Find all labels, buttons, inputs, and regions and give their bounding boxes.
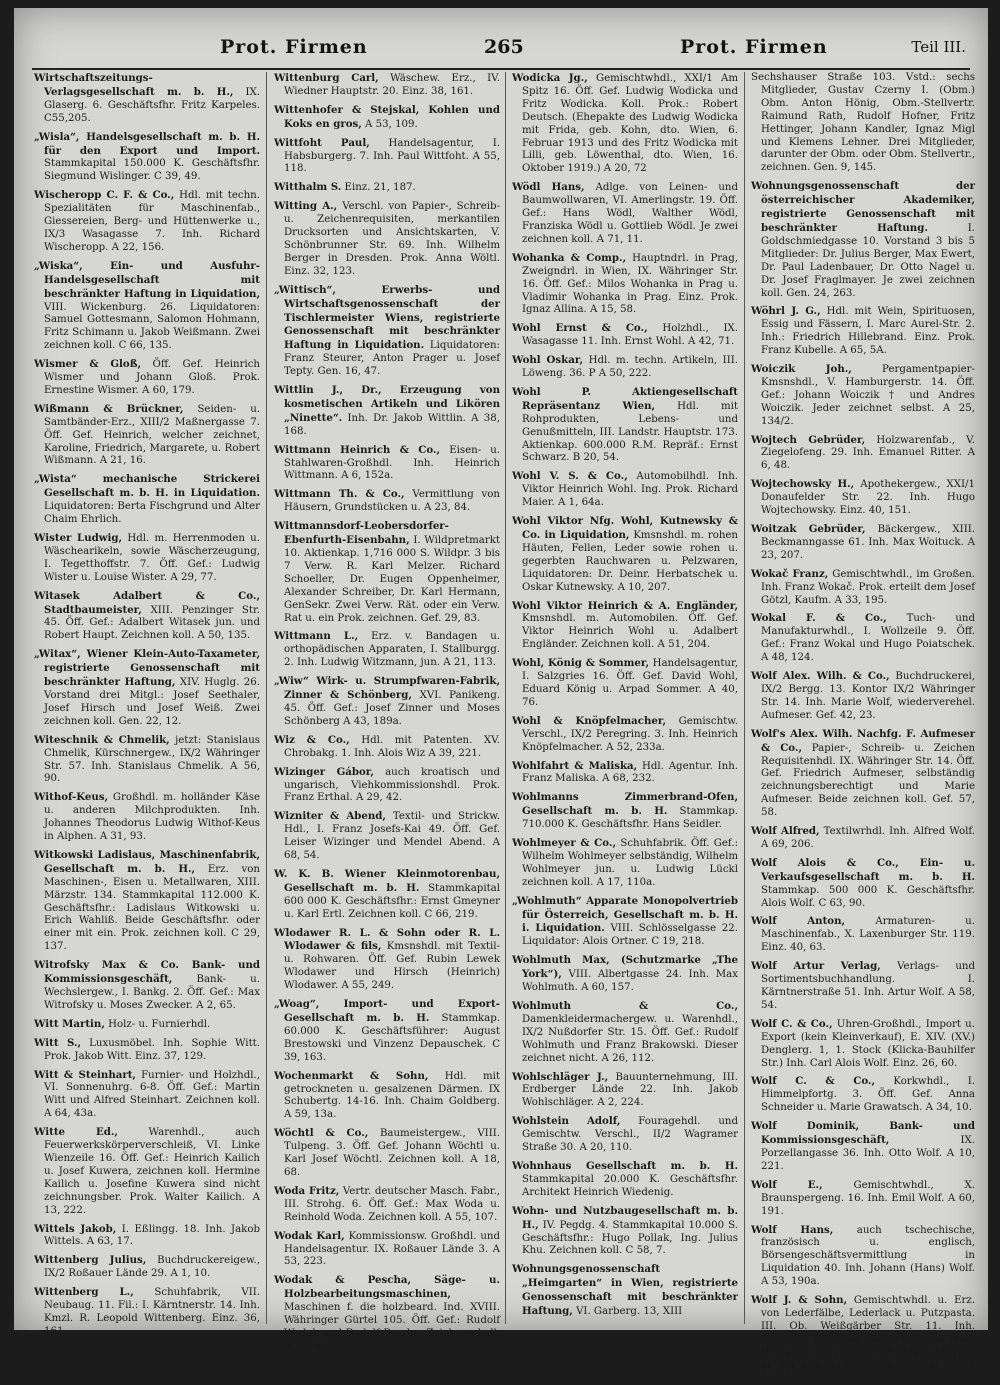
firm-details: I. Goldschmiedgasse 10. Vorstand 3 bis 5 Mitglieder: Dr. Julius Berger, Max Ewert, Dr. Paul Ladenbauer, Dr. Otto Nagel u. Dr. Josef Fraglmayer. Je zwei zeichnen koll. Gen. 24, 263. xyxy=(761,222,975,299)
directory-entry xyxy=(512,322,738,349)
directory-entry xyxy=(751,960,975,1013)
directory-entry xyxy=(34,189,260,255)
firm-name: „Wohlmuth“ Apparate Monopolvertrieb für Österreich, Gesellschaft m. b. H. i. Liquidation. xyxy=(512,894,738,935)
firm-name: Wittels Jakob, xyxy=(34,1222,117,1235)
firm-name: Wolf Anton, xyxy=(751,915,846,928)
firm-details: Hdl. mit techn. Spezialitäten für Maschinenfab., Giessereien, Berg- und Hüttenwerke u., IX/3 Wasagasse 7. Inh. Richard Wischeropp. A 22, 156. xyxy=(44,190,260,253)
directory-entry xyxy=(512,895,738,950)
directory-entry xyxy=(751,1018,975,1071)
firm-name: Wolf J. & Sohn, xyxy=(751,1294,848,1307)
firm-name: Wolf E., xyxy=(751,1178,823,1191)
firm-details: auch kroatisch und ungarisch, Viehkommissionshdl. Prok. Franz Erthal. A 29, 42. xyxy=(284,766,500,804)
directory-entry xyxy=(274,1274,500,1353)
directory-entry xyxy=(512,791,738,832)
firm-name: Wohnhaus Gesellschaft m. b. H. xyxy=(512,1159,738,1172)
firm-name: Wohl & Knöpfelmacher, xyxy=(512,714,667,727)
directory-entry xyxy=(34,1254,260,1281)
firm-name: Wittenburg Carl, xyxy=(274,72,379,84)
directory-entry xyxy=(512,470,738,510)
firm-details: Öff. Gef. Heinrich Wismer und Johann Gloß. Prok. Ernestine Wismer. A 60, 179. xyxy=(44,359,260,396)
firm-details: Bank- u. Wechslergew., I. Bankg. 2. Öff. Gef.: Max Witrofsky u. Moses Zwecker. A 2, 65. xyxy=(44,974,260,1011)
firm-name: Witasek Adalbert & Co., Stadtbaumeister, xyxy=(34,589,260,616)
firm-name: Wojtechowsky H., xyxy=(751,478,855,491)
directory-entry xyxy=(34,849,260,954)
directory-entry xyxy=(34,734,260,787)
directory-entry xyxy=(34,1069,260,1122)
firm-name: Wohlschläger J., xyxy=(512,1070,609,1083)
firm-details: Stammkapital 600 000 K. Geschäftsfhr.: Ernst Gmeyner u. Karl Ertl. Zeichnen koll. C 66, 219. xyxy=(284,882,500,920)
firm-details: Kmsnshdl. m. rohen Häuten, Fellen, Leder sowie rohen u. gegerbten Rauchwaren u. Pelzwaren, Liquidatoren: Dr. Deinr. Herbatschek u. Oskar Kutnewsky. A 10, 207. xyxy=(522,530,738,593)
firm-name: Wittfoht Paul, xyxy=(274,136,370,149)
directory-entry xyxy=(274,137,500,177)
firm-name: Wohlmeyer & Co., xyxy=(512,837,617,850)
directory-entry xyxy=(274,200,500,278)
directory-entry xyxy=(512,1160,738,1200)
firm-details: VIII. Wickenburg. 26. Liquidatoren: Samuel Gottesmann, Salomon Hohmann, Fritz Schimann u. Jakob Weißmann. Zwei zeichnen koll. C 66, 135. xyxy=(44,301,260,352)
firm-name: Wirtschaftszeitungs-Verlagsgesellschaft m. b. H., xyxy=(34,72,234,98)
directory-entry xyxy=(751,180,975,300)
directory-entry xyxy=(751,915,975,955)
firm-details: Gemischtwhdl., im Großen. Inh. Franz Wokač. Prok. erteilt dem Josef Götzl, Kaufm. A 33, 195. xyxy=(761,568,975,606)
directory-entry xyxy=(512,354,738,381)
firm-name: Witrofsky Max & Co. Bank- und Kommissionsgeschäft, xyxy=(34,959,260,986)
firm-details: Hdl. Agentur. Inh. Franz Maliska. A 68, 232. xyxy=(522,760,739,785)
firm-details: Stammkap. 710.000 K. Geschäftsfhr. Hans Seidler. xyxy=(522,806,738,831)
firm-name: Woitzak Gebrüder, xyxy=(751,523,866,535)
firm-details: Vertr. deutscher Masch. Fabr., III. Strohg. 6. Öff. Gef.: Max Woda u. Reinhold Woda. Zeichnen koll. A 55, 107. xyxy=(284,1185,500,1223)
directory-entry xyxy=(512,252,738,318)
firm-details: XIII. Penzinger Str. 45. Öff. Gef.: Adalbert Witasek jun. und Robert Haupt. Zeichnen koll. A 50, 135. xyxy=(44,604,260,642)
firm-name: Wolf C. & Co., xyxy=(751,1075,876,1088)
firm-details: Baumeistergew., VIII. Tulpeng. 3. Öff. Gef. Johann Wöchtl u. Karl Josef Wöchtl. Zeichnen koll. A 18, 68. xyxy=(284,1128,500,1178)
directory-entry xyxy=(274,284,500,379)
directory-entry xyxy=(751,670,975,723)
firm-name: Wiz & Co., xyxy=(274,733,350,746)
firm-details: Korkwhdl., I. Himmelpfortg. 3. Öff. Gef. Anna Schneider u. Marie Grawatsch. A 34, 10. xyxy=(761,1076,975,1114)
firm-name: Wittmann Heinrich & Co., xyxy=(274,443,441,456)
firm-details: Handelsagentur, I. Habsburgerg. 7. Inh. Paul Wittfoht. A 55, 118. xyxy=(284,137,500,175)
firm-name: Wister Ludwig, xyxy=(34,532,123,544)
column-3 xyxy=(512,72,738,1324)
directory-entry xyxy=(274,444,500,484)
firm-details: Maschinen f. die holzbeard. Ind. XVIII. Währinger Gürtel 105. Öff. Gef.: Rudolf Wodak und Rudolf Pescha. Zeichnen koll. A 20, 42. xyxy=(284,1302,500,1352)
firm-name: Wödl Hans, xyxy=(512,181,585,194)
directory-entry xyxy=(274,810,500,863)
firm-name: Witte Ed., xyxy=(34,1126,118,1139)
directory-page xyxy=(14,8,988,1384)
firm-name: Wohl P. Aktiengesellschaft Repräsentanz Wien, xyxy=(512,385,738,412)
directory-entry xyxy=(751,1120,975,1174)
directory-entry xyxy=(34,358,260,398)
firm-details: Uhren-Großhdl., Import u. Export (kein Kleinverkauf), E. XIV. (XV.) Denglerg. 1, 1. Stock (Klicka-Bauhilfer Str.) Inh. Carl Alois Wolf. Einz. 26, 60. xyxy=(761,1018,975,1069)
firm-name: Wittenhofer & Stejskal, Kohlen und Koks en gros, xyxy=(274,103,500,130)
firm-details: Holzhdl., IX. Wasagasse 11. Inh. Ernst Wohl. A 42, 71. xyxy=(522,323,738,348)
directory-entry xyxy=(512,515,738,594)
firm-details: Holzwarenfab., V. Ziegelofeng. 29. Inh. Emanuel Ritter. A 6, 48. xyxy=(761,434,975,472)
firm-details: Erz. von Maschinen-, Eisen u. Metallwaren, XIII. Märzstr. 134. Stammkapital 112.000 K. Geschäftsfhr.: Ladislaus Witkowski u. Erich Wahliß. Beide Geschäftsfhr. oder einer mit ein. Prok. zeichnen koll. C 29, 137. xyxy=(44,863,260,953)
directory-entry xyxy=(512,1205,738,1259)
firm-name: Wohlfahrt & Maliska, xyxy=(512,759,638,772)
firm-details: A 53, 109. xyxy=(365,118,418,130)
firm-name: Wohnungsgenossenschaft der österreichischer Akademiker, registrierte Genossenschaft mit beschränkter Haftung. xyxy=(751,180,975,234)
directory-entry xyxy=(751,434,975,474)
directory-entry xyxy=(274,1127,500,1180)
firm-details: Schuhfabrik, VII. Neubaug. 11. Fil.: I. Kärntnerstr. 14. Inh. Kmzl. R. Leopold Wittenberg. Einz. 36, 161. xyxy=(44,1287,260,1337)
firm-details: jetzt: Stanislaus Chmelik, Kürschnergew., IX/2 Währinger Str. 57. Inh. Stanislaus Chmelik. A 56, 90. xyxy=(44,734,260,785)
firm-details: Stammkap. 60.000 K. Geschäftsführer: August Brestowski und Vinzenz Depauschek. C 39, 163. xyxy=(284,1013,500,1063)
firm-details: Hdl. m. techn. Artikeln, III. Löweng. 36. P A 50, 222. xyxy=(522,355,738,380)
firm-details: Einz. 21, 187. xyxy=(344,182,416,194)
page-number: 265 xyxy=(484,36,524,58)
firm-name: Wizinger Gábor, xyxy=(274,765,374,778)
firm-name: Wohlmuth & Co., xyxy=(512,1000,738,1012)
firm-details: Textil- und Strickw. Hdl., I. Franz Josefs-Kai 49. Öff. Gef. Leiser Wizinger und Mendel Abend. A 68, 54. xyxy=(284,811,500,862)
directory-entry xyxy=(274,998,500,1065)
directory-entry xyxy=(751,478,975,518)
firm-details: Gemischtwhdl. u. Erz. von Lederfälbe, Lederlack u. Putzpasta. III. Ob. Weißgärber Str. 11. Inh. Siegfried Reginald Wolf. Prok. Ida Wolf. (Ehepakte des Siegfried Reginald Wolf m. Ida, geb. Südfeld, dto. 23. Mai 1898.) A 8, 32. xyxy=(761,1295,975,1384)
firm-details: Stammkapital 20.000 K. Geschäftsfhr. Architekt Heinrich Wiedenig. xyxy=(522,1173,738,1198)
firm-name: Witt & Steinhart, xyxy=(34,1068,136,1081)
directory-entry xyxy=(34,1126,260,1217)
firm-name: Wolf Artur Verlag, xyxy=(751,960,881,973)
firm-name: Wohlstein Adolf, xyxy=(512,1115,621,1128)
directory-entry xyxy=(274,1185,500,1225)
directory-entry xyxy=(274,181,500,195)
firm-details: Inh. Dr. Jakob Wittlin. A 38, 168. xyxy=(284,412,500,437)
firm-details: Hauptndrl. in Prag, Zweigndrl. in Wien, IX. Währinger Str. 16. Öff. Gef.: Milos Wohanka in Prag u. Vladimir Wohanka in Prag. Einz. Prok. Ignaz Allina. A 15, 58. xyxy=(522,252,739,316)
directory-entry xyxy=(512,181,738,247)
directory-entry xyxy=(274,104,500,132)
column-2 xyxy=(274,72,501,1352)
firm-details: Buchdruckereigew., IX/2 Roßauer Lände 29. A 1, 10. xyxy=(44,1255,260,1280)
firm-name: „Woag“, Import- und Export-Gesellschaft m. b. H. xyxy=(274,998,500,1024)
firm-name: Wodicka Jg., xyxy=(512,72,588,84)
firm-name: Wlodawer R. L. & Sohn oder R. L. Wlodawer & fils, xyxy=(274,926,500,953)
firm-details: Holz- u. Furnierhdl. xyxy=(108,1018,211,1030)
directory-entry xyxy=(274,1230,500,1270)
directory-entry xyxy=(34,1223,260,1250)
firm-details: XIV. Huglg. 26. Vorstand drei Mitgl.: Josef Seethaler, Josef Hirsch und Josef Weiß. Zwei zeichnen koll. Gen. 22, 12. xyxy=(44,677,260,727)
directory-entry xyxy=(274,72,500,99)
directory-entry xyxy=(274,488,500,515)
directory-entry xyxy=(34,473,260,527)
firm-name: Wittmann Th. & Co., xyxy=(274,488,405,501)
directory-entry xyxy=(274,868,500,922)
firm-name: Wohl Viktor Heinrich & A. Engländer, xyxy=(512,599,738,612)
firm-name: Witt Martin, xyxy=(34,1017,105,1030)
column-1 xyxy=(34,72,260,1337)
directory-entry xyxy=(512,1263,738,1319)
part-label: Teil III. xyxy=(911,38,966,56)
directory-entry xyxy=(274,384,500,439)
directory-entry xyxy=(512,72,738,176)
firm-name: Wodak Karl, xyxy=(274,1229,345,1242)
directory-entry xyxy=(751,825,975,852)
firm-name: Wohn- und Nutzbaugesellschaft m. b. H., xyxy=(512,1204,738,1231)
directory-entry xyxy=(274,927,500,994)
directory-entry xyxy=(34,791,260,844)
column-4 xyxy=(751,72,976,1384)
directory-entry xyxy=(274,1070,500,1123)
firm-details: Großhdl. m. holländer Käse u. anderen Milchprodukten. Inh. Johannes Theodorus Ludwig Withof-Keus in Alphen. A 31, 93. xyxy=(44,792,260,843)
firm-name: Wöchtl & Co., xyxy=(274,1127,369,1140)
firm-name: „Wista“ mechanische Strickerei Gesellschaft m. b. H. in Liquidation. xyxy=(34,473,260,500)
firm-name: Wohl Oskar, xyxy=(512,354,583,367)
firm-name: Witeschnik & Chmelik, xyxy=(34,733,170,746)
firm-details: IX. Porzellangasse 36. Inh. Otto Wolf. A 10, 221. xyxy=(761,1135,975,1172)
directory-entry xyxy=(751,72,975,175)
directory-entry xyxy=(751,523,975,563)
directory-entry xyxy=(34,1037,260,1064)
directory-entry xyxy=(751,1224,975,1290)
column-rule xyxy=(505,72,506,1324)
directory-entry xyxy=(751,728,975,820)
firm-name: „Wisla“, Handelsgesellschaft m. b. H. für den Export und Import. xyxy=(34,130,260,157)
firm-details: Schuhfabrik. Öff. Gef.: Wilhelm Wohlmeyer selbständig, Wilhelm Wohlmeyer jun. u. Ludwig Lückl zeichnen koll. A 17, 110a. xyxy=(522,838,738,888)
firm-details: Fouragehdl. und Gemischtw. Verschl., II/2 Wagramer Straße 30. A 20, 110. xyxy=(522,1116,738,1154)
directory-entry xyxy=(751,1075,975,1115)
firm-details: Bäckergew., XIII. Beckmanngasse 61. Inh. Max Woituck. A 23, 207. xyxy=(761,524,975,561)
firm-name: Witting A., xyxy=(274,200,338,213)
firm-details: Handelsagentur, I. Salzgries 16. Öff. Gef. David Wohl, Eduard König u. Arpad Sommer. A 40, 76. xyxy=(522,658,738,708)
directory-entry xyxy=(512,837,738,890)
directory-entry xyxy=(512,715,738,755)
directory-entry xyxy=(274,766,500,806)
firm-details: Hdl. m. Herrenmoden u. Wäschearikeln, sowie Wäscherzeugung, I. Tegetthoffstr. 7. Öff. Gef.: Ludwig Wister u. Louise Wister. A 29, 77. xyxy=(44,533,260,583)
firm-details: Adlge. von Leinen- und Baumwollwaren, VI. Amerlingstr. 19. Öff. Gef.: Hans Wödl, Walther Wödl, Franziska Wödl u. Gottlieb Wödl. Je zwei zeichnen koll. A 71, 11. xyxy=(522,182,738,245)
firm-name: Wismer & Gloß, xyxy=(34,358,142,371)
firm-details: Stammkapital 150.000 K. Geschäftsfhr. Siegmund Wislinger. C 39, 49. xyxy=(44,158,260,183)
firm-details: Tuch- und Manufakturwhdl., I. Wollzeile 9. Öff. Gef.: Franz Wokal und Hugo Poiatschek. A 48, 124. xyxy=(761,613,976,664)
firm-name: Wohl Ernst & Co., xyxy=(512,322,648,335)
directory-entry xyxy=(274,520,500,625)
firm-name: Wittenberg Julius, xyxy=(34,1254,147,1267)
firm-details: Stammkap. 500 000 K. Geschäftsfhr. Alois Wolf. C 63, 90. xyxy=(761,884,975,909)
firm-name: Witt S., xyxy=(34,1036,82,1049)
directory-entry xyxy=(512,600,738,653)
directory-entry xyxy=(751,1179,975,1219)
directory-entry xyxy=(512,954,738,995)
firm-name: Wischeropp C. F. & Co., xyxy=(34,189,175,202)
firm-name: W. K. B. Wiener Kleinmotorenbau, Gesellschaft m. b. H. xyxy=(274,867,500,894)
directory-entry xyxy=(512,386,738,465)
firm-name: Wohlmuth Max, (Schutzmarke „The York“), xyxy=(512,954,738,981)
directory-entry xyxy=(34,131,260,185)
firm-details: Furnier- und Holzhdl., VI. Sonnenuhrg. 6-8. Öff. Gef.: Martin Witt und Alfred Steinhart. Zeichnen koll. A 64, 43a. xyxy=(44,1069,260,1120)
firm-name: „Wiw“ Wirk- u. Strumpfwaren-Fabrik, Zinner & Schönberg, xyxy=(274,675,500,702)
firm-name: Wojtech Gebrüder, xyxy=(751,433,866,446)
firm-details: Kommissionsw. Großhdl. und Handelsagentur. IX. Roßauer Lände 3. A 53, 223. xyxy=(284,1230,500,1268)
firm-details: Gemischtw. Verschl., IX/2 Peregring. 3. Inh. Heinrich Knöpfelmacher. A 52, 233a. xyxy=(522,715,738,753)
firm-name: Wizniter & Abend, xyxy=(274,810,386,823)
firm-details: Liquidatoren: Berta Fischgrund und Alter Chaim Ehrlich. xyxy=(44,501,260,526)
firm-name: „Wittisch“, Erwerbs- und Wirtschaftsgenossenschaft der Tischlermeister Wiens, registrierte Genossenschaft mit beschränkter Haftung in Liquidation. xyxy=(274,283,500,352)
firm-details: Luxusmöbel. Inh. Sophie Witt. Prok. Jakob Witt. Einz. 37, 129. xyxy=(44,1037,260,1062)
firm-name: Wokač Franz, xyxy=(751,567,829,580)
directory-entry xyxy=(512,760,738,787)
firm-name: Wohanka & Comp., xyxy=(512,251,627,264)
directory-entry xyxy=(751,1294,975,1385)
firm-name: Wittlin J., Dr., Erzeugung von kosmetischen Artikeln und Likören „Ninette“. xyxy=(274,384,500,424)
firm-name: Wittenberg L., xyxy=(34,1286,134,1299)
firm-details: Hdl. mit Patenten. XV. Chrobakg. 1. Inh. Alois Wiz A 39, 221. xyxy=(284,734,500,759)
firm-name: Wöhrl J. G., xyxy=(751,305,821,318)
directory-entry xyxy=(34,532,260,585)
firm-details: Verlags- und Sortimentsbuchhandlung. I. Kärntnerstraße 51. Inh. Artur Wolf. A 58, 54. xyxy=(761,961,975,1011)
firm-name: Wohlmanns Zimmerbrand-Ofen, Gesellschaft m. b. H. xyxy=(512,791,738,818)
firm-details: Armaturen- u. Maschinenfab., X. Laxenburger Str. 119. Einz. 40, 63. xyxy=(761,916,975,954)
firm-details: Bauunternehmung, III. Erdberger Lände 22. Inh. Jakob Wohlschläger. A 2, 224. xyxy=(522,1071,738,1109)
directory-entry xyxy=(274,675,500,729)
firm-name: Wodak & Pescha, Säge- u. Holzbearbeitungsmaschinen, xyxy=(274,1274,500,1301)
firm-details: Warenhdl., auch Feuerwerkskörperverschleiß, VI. Linke Wienzeile 16. Öff. Gef.: Heinrich Kailich u. Josef Kuwera, zeichnen koll. Hermine Kailich u. Josefine Kuwera sind nicht zeichnungsber. Prok. Walter Kailich. A 13, 222. xyxy=(44,1127,260,1216)
firm-details: XVI. Panikeng. 45. Öff. Gef.: Josef Zinner und Moses Schönberg A 43, 189a. xyxy=(284,690,500,727)
firm-name: Woiczik Joh., xyxy=(751,363,852,376)
column-rule xyxy=(744,72,745,1324)
firm-details: Hdl. mit Rohprodukten, Lebens- und Genußmitteln, III. Landstr. Hauptstr. 173. Aktienkap. 600.000 R.M. Repräf.: Ernst Schwarz. B 20, 54. xyxy=(522,400,738,464)
running-head-left: Prot. Firmen xyxy=(220,36,368,58)
directory-entry xyxy=(751,568,975,608)
directory-entry xyxy=(274,630,500,670)
firm-name: Wolf Dominik, Bank- und Kommissionsgeschäft, xyxy=(751,1120,975,1147)
directory-entry xyxy=(34,1018,260,1032)
firm-name: Wißmann & Brückner, xyxy=(34,402,184,415)
firm-name: Wolf C. & Co., xyxy=(751,1017,833,1030)
firm-name: Wolf Hans, xyxy=(751,1223,834,1236)
firm-details: Papier-, Schreib- u. Zeichen Requisitenhdl. IX. Währinger Str. 14. Öff. Gef. Friedrich Aufmeser, selbständig zeichnungsberechtigt und Marie Aufmeser. Beide zeichnen koll. Gef. 57, 58. xyxy=(761,742,976,819)
firm-details: I. Wildpretmarkt 10. Aktienkap. 1,716 000 S. Wildpr. 3 bis 7 Verw. R. Karl Melzer. Richard Schoeller, Dr. Eugen Oppenheimer, Alexander Schreiber, Dr. Karl Hermann, GenSekr. Zwei Verw. Rät. oder ein Verw. Rat u. ein Prok. zeichnen. Gef. 29, 83. xyxy=(284,535,500,624)
firm-name: Wochenmarkt & Sohn, xyxy=(274,1069,429,1082)
directory-entry xyxy=(34,72,260,126)
firm-details: Gemischtwhdl., X. Braunspergeng. 16. Inh. Emil Wolf. A 60, 191. xyxy=(761,1179,975,1217)
firm-name: Wohl Viktor Nfg. Wohl, Kutnewsky & Co. in Liquidation, xyxy=(512,515,738,541)
firm-details: Erz. v. Bandagen u. orthopädischen Apparaten, I. Stallburgg. 2. Inh. Ludwig Witzmann, jun. A 21, 113. xyxy=(284,631,500,669)
directory-entry xyxy=(751,305,975,358)
firm-details: Eisen- u. Stahlwaren-Großhdl. Inh. Heinrich Wittmann. A 6, 152a. xyxy=(284,444,501,482)
firm-details: Gemischtwhdl., XXI/1 Am Spitz 16. Öff. Gef. Ludwig Wodicka und Fritz Wodicka. Koll. Prok.: Robert Deutsch. (Ehepakte des Ludwig Wodicka mit Frida, geb. Kohn, dto. Wien, 6. Februar 1913 und des Fritz Wodicka mit Lilli, geb. Löwenthal, dto. Wien, 16. Oktober 1919.) A 20, 72 xyxy=(522,73,738,175)
directory-entry xyxy=(751,363,975,429)
firm-details: Damenkleidermachergew. u. Warenhdl., IX/2 Nußdorfer Str. 15. Öff. Gef.: Rudolf Wohlmuth und Franz Brakowski. Dieser zeichnet nicht. A 26, 112. xyxy=(522,1013,738,1064)
firm-name: Wolf Alois & Co., Ein- u. Verkaufsgesellschaft m. b. H. xyxy=(751,856,975,883)
firm-details: Verschl. von Papier-, Schreib- u. Zeichenrequisiten, merkantilen Drucksorten und Ansichtskarten, V. Schönbrunner Str. 69. Inh. Wilhelm Berger in Dresden. Prok. Anna Wöltl. Einz. 32, 123. xyxy=(284,201,501,277)
firm-details: I. Eßlingg. 18. Inh. Jakob Wittels. A 63, 17. xyxy=(44,1223,260,1248)
firm-name: „Wiska“, Ein- und Ausfuhr-Handelsgesellschaft mit beschränkter Haftung in Liquidation, xyxy=(34,259,260,300)
firm-details: Wäschew. Erz., IV. Wiedner Hauptstr. 20. Einz. 38, 161. xyxy=(284,73,500,97)
directory-entry xyxy=(34,959,260,1013)
firm-details: Sechshauser Straße 103. Vstd.: sechs Mitglieder, Gustav Czerny I. (Obm.) Obm. Anton Hönig, Obm.-Stellvertr. Raimund Rath, Rudolf Hofner, Fritz Hettinger, Johann Kandler, Ignaz Migl und Klemens Lehner. Drei Mitglieder, darunter der Obm. oder Obm. Stellvertr., zeichnen. Gen. 9, 145. xyxy=(751,72,975,174)
firm-details: Pergamentpapier-Kmsnshdl., V. Hamburgerstr. 14. Öff. Gef.: Johann Woiczik † und Andres Woiczik. Jeder zeichnet selbst. A 25, 134/2. xyxy=(761,364,975,427)
firm-details: Textilwrhdl. Inh. Alfred Wolf. A 69, 206. xyxy=(761,826,976,850)
directory-entry xyxy=(34,403,260,469)
firm-name: Witthalm S. xyxy=(274,181,342,194)
firm-details: Kmsnshdl. mit Textil- u. Rohwaren. Öff. Gef. Rubin Lewek Wlodawer und Hirsch (Heinrich) Wlodawer. A 55, 249. xyxy=(284,941,500,992)
firm-details: Apothekergew., XXI/1 Donaufelder Str. 22. Inh. Hugo Wojtechowsky. Einz. 40, 151. xyxy=(761,479,975,517)
firm-details: Hdl. mit getrockneten u. gesalzenen Därmen. IX Schubertg. 14-16. Inh. Chaim Goldberg. A 59, 13a. xyxy=(284,1070,500,1121)
firm-details: IV. Pegdg. 4. Stammkapital 10.000 S. Geschäftsfhr.: Hugo Pollak, Ing. Julius Khu. Zeichnen koll. C 58, 7. xyxy=(522,1219,738,1257)
directory-entry xyxy=(34,1286,260,1339)
directory-entry xyxy=(512,1000,738,1066)
firm-name: „Witax“, Wiener Klein-Auto-Taxameter, registrierte Genossenschaft mit beschränkter Haftung, xyxy=(34,648,260,689)
directory-entry xyxy=(34,590,260,644)
firm-details: Vermittlung von Häusern, Grundstücken u. A 23, 84. xyxy=(284,489,500,514)
firm-name: Wohl V. S. & Co., xyxy=(512,470,628,483)
firm-details: Kmsnshdl. m. Automobilen. Öff. Gef. Viktor Heinrich Wohl u. Adalbert Engländer. Zeichnen koll. A 51, 204. xyxy=(522,613,738,651)
firm-name: Wokal F. & Co., xyxy=(751,612,887,625)
firm-name: Wohnungsgenossenschaft „Heimgarten“ in Wien, registrierte Genossenschaft mit beschränkter Haftung, xyxy=(512,1263,738,1318)
directory-entry xyxy=(751,857,975,911)
directory-entry xyxy=(34,260,260,353)
firm-details: Automobilhdl. Inh. Viktor Heinrich Wohl. Ing. Prok. Richard Maier. A 1, 64a. xyxy=(522,471,738,509)
firm-details: Seiden- u. Samtbänder-Erz., XIII/2 Maßnergasse 7. Öff. Gef. Heinrich, welcher zeichnet, Karoline, Friedrich, Margarete, u. Robert Wißmann. A 21, 16. xyxy=(44,403,260,467)
firm-details: VI. Garberg. 13, XIII xyxy=(576,1306,683,1318)
firm-details: VIII. Schlösselgasse 22. Liquidator: Alois Ortner. C 19, 218. xyxy=(522,923,739,948)
column-rule xyxy=(266,72,267,1324)
directory-entry xyxy=(34,648,260,728)
directory-entry xyxy=(274,734,500,761)
firm-details: Buchdruckerei, IX/2 Bergg. 13. Kontor IX/2 Währinger Str. 14. Inh. Marie Wolf, wiederverehel. Aufmeser. Gef. 42, 23. xyxy=(761,671,975,721)
page-header xyxy=(32,34,970,70)
firm-name: Witkowski Ladislaus, Maschinenfabrik, Gesellschaft m. b. H., xyxy=(34,848,260,875)
firm-name: Wittmann L., xyxy=(274,630,359,643)
directory-entry xyxy=(512,1115,738,1155)
firm-details: IX. Glaserg. 6. Geschäftsfhr. Fritz Karpeles. C55,205. xyxy=(44,86,260,124)
firm-name: Withof-Keus, xyxy=(34,791,109,804)
directory-entry xyxy=(751,612,975,665)
firm-name: Wolf Alex. Wilh. & Co., xyxy=(751,670,890,683)
running-head-right: Prot. Firmen xyxy=(680,36,828,58)
firm-name: Wolf Alfred, xyxy=(751,825,820,838)
firm-details: Liquidatoren: Franz Steurer, Anton Prager u. Josef Tepty. Gen. 16, 47. xyxy=(284,340,500,378)
firm-name: Wolf's Alex. Wilh. Nachfg. F. Aufmeser & Co., xyxy=(751,727,975,754)
firm-details: Hdl. mit Wein, Spirituosen, Essig und Fässern, I. Marc Aurel-Str. 2. Inh.: Friedrich Hillebrand. Einz. Prok. Franz Kubelle. A 65, 5A. xyxy=(761,306,975,357)
firm-details: auch tschechische, französisch u. englisch, Börsengeschäftsvermittlung in Liquidation 40. Inh. Johann (Hans) Wolf. A 53, 190a. xyxy=(761,1224,975,1288)
firm-details: VIII. Albertgasse 24. Inh. Max Wohlmuth. A 60, 157. xyxy=(522,969,738,994)
directory-entry xyxy=(512,1071,738,1111)
firm-name: Wittmannsdorf-Leobersdorfer-Ebenfurth-Eisenbahn, xyxy=(274,520,449,547)
firm-name: Woda Fritz, xyxy=(274,1184,340,1197)
firm-name: Wohl, König & Sommer, xyxy=(512,657,650,670)
directory-entry xyxy=(512,657,738,710)
